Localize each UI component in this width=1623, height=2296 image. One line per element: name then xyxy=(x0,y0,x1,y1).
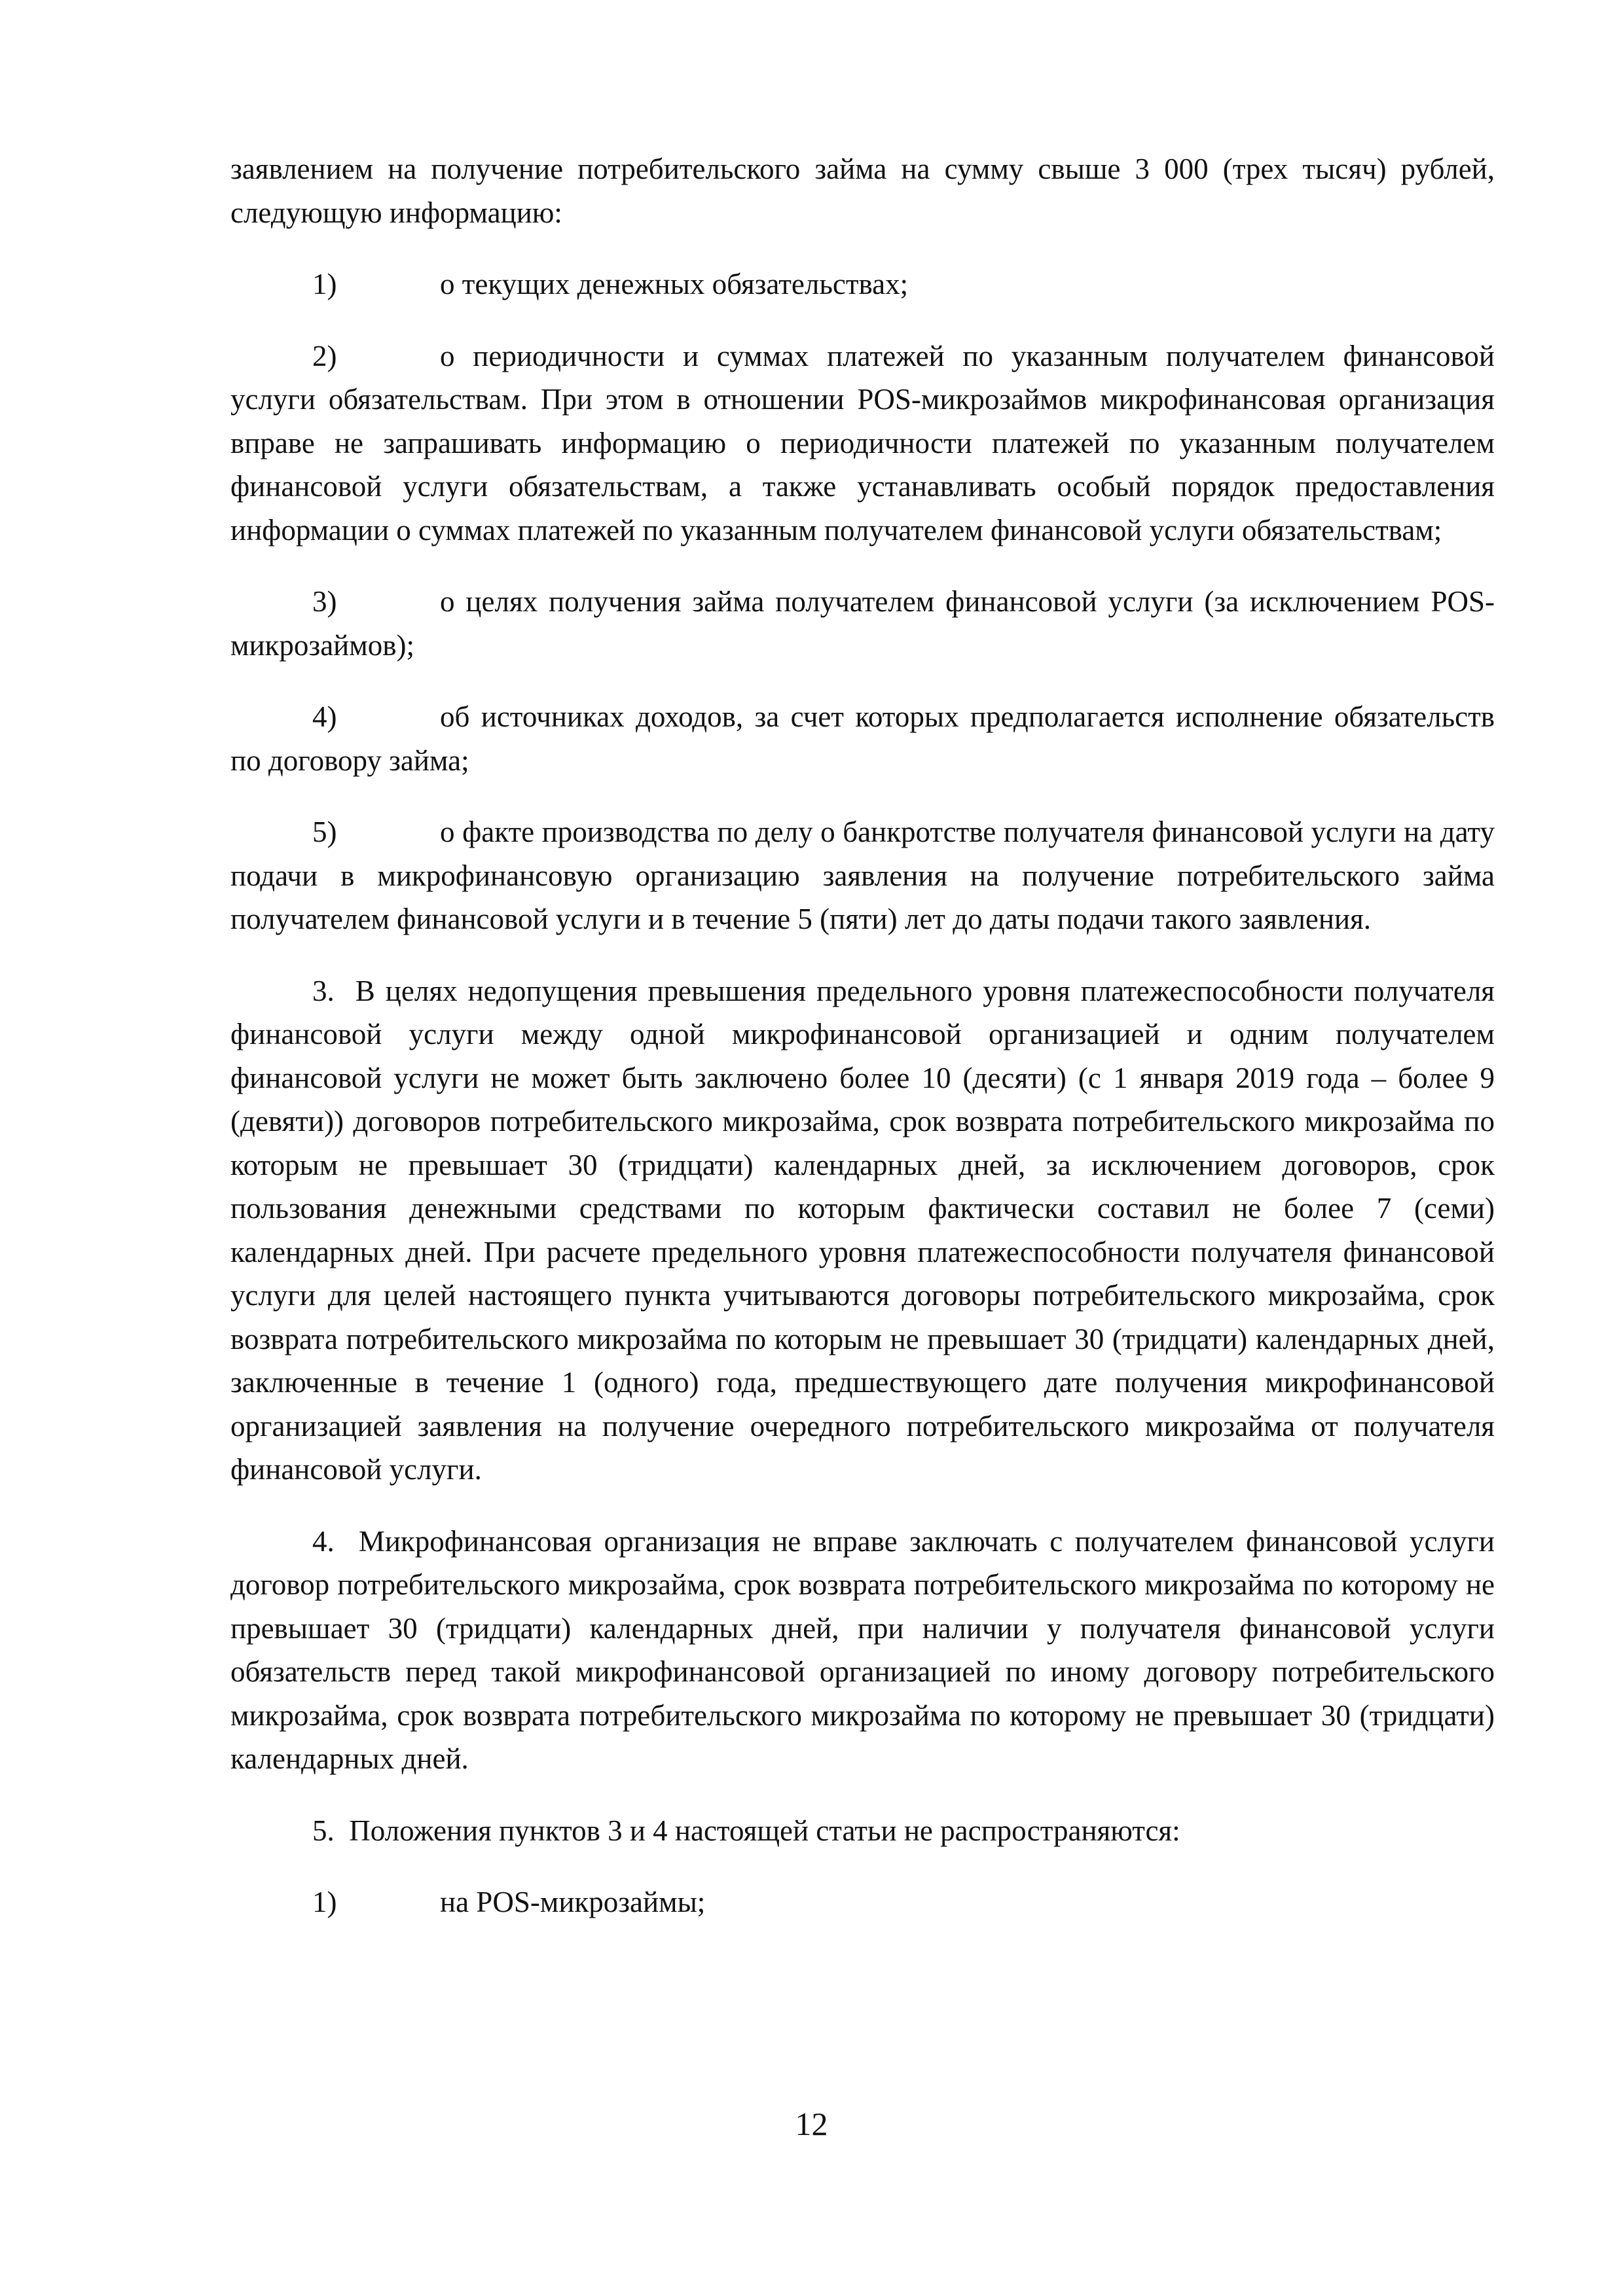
list-item xyxy=(230,1880,1495,1924)
clause-paragraph xyxy=(230,1809,1495,1853)
list-item-number: 1) xyxy=(312,268,337,300)
list-item-number: 3) xyxy=(312,585,337,618)
clause-text: В целях недопущения превышения предельного уровня платежеспособности получателя финансовой услуги между одной микрофинансовой организацией и одним получателем финансовой услуги не может быть заключено более 10 (десяти) (с 1 января 2019 года – более 9 (девяти)) договоров потребительского микрозайма, срок возврата потребительского микрозайма по которым не превышает 30 (тридцати) календарных дней, за исключением договоров, срок пользования денежными средствами по которым фактически составил не более 7 (семи) календарных дней. При расчете предельного уровня платежеспособности получателя финансовой услуги для целей настоящего пункта учитываются договоры потребительского микрозайма, срок возврата потребительского микрозайма по которым не превышает 30 (тридцати) календарных дней, заключенные в течение 1 (одного) года, предшествующего дате получения микрофинансовой организацией заявления на получение очередного потребительского микрозайма от получателя финансовой услуги. xyxy=(230,974,1495,1486)
list-item-number: 4) xyxy=(312,700,337,733)
list-item-number: 1) xyxy=(312,1886,337,1918)
list-item-text: об источниках доходов, за счет которых предполагается исполнение обязательств по договору займа; xyxy=(230,700,1495,777)
list-item xyxy=(230,334,1495,552)
list-item-text: о периодичности и суммах платежей по указанным получателем финансовой услуги обязательствам. При этом в отношении POS-микрозаймов микрофинансовая организация вправе не запрашивать информацию о периодичности платежей по указанным получателем финансовой услуги обязательствам, а также устанавливать особый порядок предоставления информации о суммах платежей по указанным получателем финансовой услуги обязательствам; xyxy=(230,339,1495,547)
clause-text: Положения пунктов 3 и 4 настоящей статьи не распространяются: xyxy=(349,1814,1180,1847)
clause-number: 3. xyxy=(312,974,335,1007)
list-item-text: о целях получения займа получателем финансовой услуги (за исключением POS-микрозаймов); xyxy=(230,585,1495,662)
page-number: 12 xyxy=(795,2106,828,2142)
list-item xyxy=(230,810,1495,941)
list-item xyxy=(230,695,1495,782)
list-item-text: о текущих денежных обязательствах; xyxy=(440,268,909,300)
clause-text: Микрофинансовая организация не вправе заключать с получателем финансовой услуги договор потребительского микрозайма, срок возврата потребительского микрозайма по которому не превышает 30 (тридцати) календарных дней, при наличии у получателя финансовой услуги обязательств перед такой микрофинансовой организацией по иному договору потребительского микрозайма, срок возврата потребительского микрозайма по которому не превышает 30 (тридцати) календарных дней. xyxy=(230,1524,1495,1775)
list-item xyxy=(230,580,1495,667)
clause-number: 5. xyxy=(312,1814,335,1847)
document-page xyxy=(230,147,1495,1924)
clause-paragraph xyxy=(230,969,1495,1492)
intro-paragraph: заявлением на получение потребительского займа на сумму свыше 3 000 (трех тысяч) рублей, следующую информацию: xyxy=(230,152,1495,229)
list-item-number: 2) xyxy=(312,339,337,372)
clause-number: 4. xyxy=(312,1524,335,1558)
clause-paragraph xyxy=(230,1520,1495,1781)
list-item xyxy=(230,262,1495,306)
list-item-text: на POS-микрозаймы; xyxy=(440,1886,706,1918)
list-item-text: о факте производства по делу о банкротстве получателя финансовой услуги на дату подачи в микрофинансовую организацию заявления на получение потребительского займа получателем финансовой услуги и в течение 5 (пяти) лет до даты подачи такого заявления. xyxy=(230,816,1495,935)
list-item-number: 5) xyxy=(312,816,337,848)
